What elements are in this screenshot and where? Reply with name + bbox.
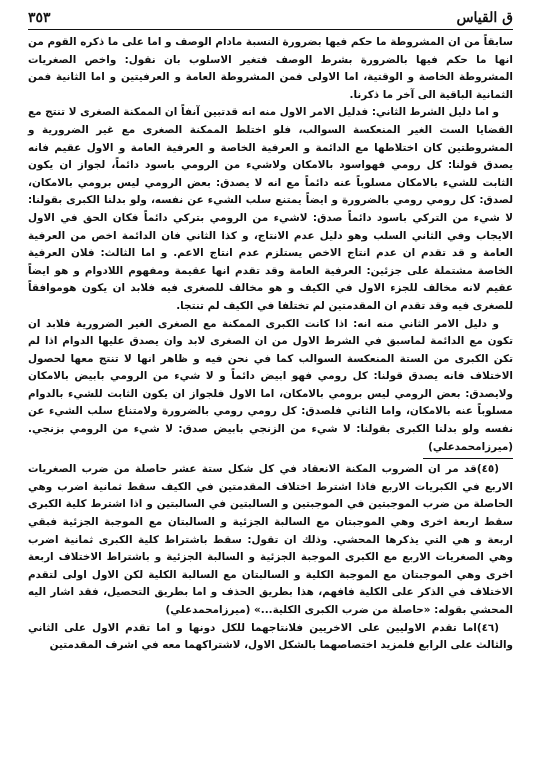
footnote-number: (٤٦) [476,621,499,634]
main-text [28,34,513,456]
footnotes [28,461,513,655]
paragraph: و دليل الامر الثاني منه انه: اذا كانت الكبرى الممكنة مع الصغرى الغير الضرورية فلابد ان تكون مع الدائمة لماسبق في الشرط الاول من ان الصغرى لابد وان يصدق عليها الدوام اذا لم تكن الكبرى من الستة المنعكسة السوالب كما في نحن فيه و ظاهر انها لا تنتج معها لحصول الاختلاف فانه يصدق قولنا: كل رومي فهو ابيض دائماً و لا شيء من الرومي بابيض بالامكان ولايصدق: بعض الرومي ليس برومي بالامكان، اما الاول فلجواز ان يكون الثابت للشيء بالدوام مسلوباً عنه بالامكان، واما الثاني فلصدق: كل رومي رومي بالضرورة ولامتناع سلب الشيء عن نفسه ولو بدلنا الكبرى بقولنا: لا شيء من الزنجي بابيض صدق: لا شيء من الرومي بزنجي. (ميرزامحمدعلي) [28,317,513,453]
page-number: ٣٥٣ [28,10,51,26]
footnote-separator [423,458,513,459]
footnote-text: قد مر ان الضروب المكنة الانعقاد في كل شكل ستة عشر حاصلة من ضرب الصغريات الاربع في الكبريات الاربع فاذا اشترط اختلاف المقدمتين في الكيف سقط ثمانية اضرب وهي الحاصلة من ضرب الموجبتين في الموجبتين و السالبتين في السالبتين و اذا اشترط كلية الكبرى سقط اربعة اخرى وهي الموجبتان مع السالبة الجزئية و السالبتان مع الموجبة الجزئية فبقي اربعة و هي التي يذكرها المحشي. وذلك ان تقول: سقط باشتراط كلية الكبرى ثمانية اضرب وهي الصغريات الاربع مع الكبرى الموجبة الجزئية و السالبة الجزئية و باشتراط الاختلاف اربعة اخرى وهي الموجبتان مع الموجبة الكلية و السالبتان مع السالبة الكلية لكن الاول اولى لتقدم الاختلاف في الذكر على الكلية فافهم، هذا بطريق الحذف و اما بطريق التحصيل، فقد اشار اليه المحشي بقوله: «حاصلة من ضرب الكبرى الكلية...» (ميرزامحمدعلي) [28,463,513,616]
footnote-number: (٤٥) [476,463,499,476]
paragraph: سابقاً من ان المشروطة ما حكم فيها بضرورة النسبة مادام الوصف و اما على ما ذكره القوم من انها ما حكم فيها بالضرورة بشرط الوصف فتغير الاسلوب بان نقول: واخص الصغريات المشروطة الخاصة و الوقتية، اما الاولى فمن المشروطة العامة و العرفيتين و اما الثانية فمن الثمانية الباقية الى آخر ما ذكرنا. [28,36,513,101]
page-header [28,4,513,26]
footnote [28,620,513,655]
running-title: ق القياس [456,10,513,26]
header-rule [28,29,513,30]
paragraph: و اما دليل الشرط الثاني: فدليل الامر الاول منه انه قدتبين آنفاً ان الممكنة الصغرى لا تنتج مع القضايا الست الغير المنعكسة السوالب، فلو اختلط الممكنة الصغرى مع غير الضرورية و المشروطتين كان اختلاطها مع الدائمة و العرفية الخاصة و العرفية العامة و الاول عقيم فانه يصدق قولنا: كل رومي فهواسود بالامكان ولاشيء من الرومي باسود دائماً، لجواز ان يكون الثابت للشيء بالامكان مسلوباً عنه دائماً مع انه لا يصدق: بعض الرومي ليس برومي بالامكان، لصدق: كل رومي رومي بالضرورة و ايضاً يمتنع سلب الشيء عن نفسه، ولو بدلنا الكبرى بقولنا: لا شيء من التركي باسود دائماً صدق: لاشيء من الرومي بتركي دائماً فكان الحق في الاول الايجاب وفي الثاني السلب وهو دليل عدم الانتاج، و كذا الثاني فان الدائمة اخص من العرفية العامة و قد تقدم ان عدم انتاج الاخص يستلزم عدم انتاج الاعم. و اما الثالث: فلان العرفية الخاصة مشتملة على جزئين: العرفية العامة وقد تقدم انها عقيمة ومفهوم اللادوام و هو ايضاً عقيم لانه مخالف للجزء الاول في الكيف و هو مخالف للصغرى فيه فلابد ان يكون هوموافقاً للصغرى فيه وقد تقدم ان المقدمتين لم تختلفا في الكيف لم تنتجا. [28,106,513,312]
footnote [28,461,513,619]
footnote-text: اما تقدم الاوليين على الاخريين فلانتاجهما للكل دونها و اما تقدم الاول على الثاني والثالث على الرابع فلمزيد اختصاصهما بالشكل الاول، لاشتراكهما معه في اشرف المقدمتين [28,621,513,652]
